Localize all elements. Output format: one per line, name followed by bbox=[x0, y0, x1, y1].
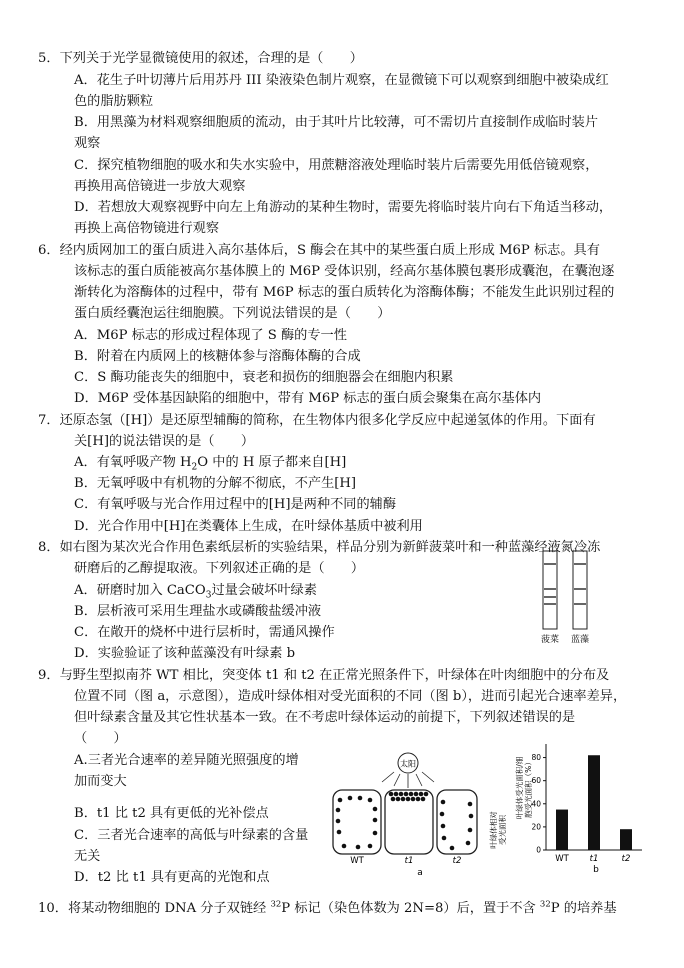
q8-option-a: A．研磨时加入 CaCO$_3$过量会破坏叶绿素 bbox=[74, 583, 317, 601]
q7-stem-line2: 关[H]的说法错误的是（ ） bbox=[74, 434, 255, 449]
q7-option-d: D．光合作用中[H]在类囊体上生成，在叶绿体基质中被利用 bbox=[74, 519, 423, 534]
category-label: WT bbox=[555, 854, 569, 864]
chart-bars bbox=[556, 755, 632, 850]
q5-option-b-cont: 观察 bbox=[74, 136, 101, 151]
category-label: t1 bbox=[589, 854, 599, 864]
q6-option-a: A．M6P 标志的形成过程体现了 S 酶的专一性 bbox=[74, 328, 347, 343]
bar-t1 bbox=[588, 755, 600, 850]
q9-option-a: A.三者光合速率的差异随光照强度的增 bbox=[74, 753, 299, 768]
figure-b-chart bbox=[486, 738, 646, 878]
sun-label: 太阳 bbox=[400, 759, 416, 769]
q8-stem-line1: 8．如右图为某次光合作用色素纸层析的实验结果，样品分别为新鲜菠菜叶和一种蓝藻经液氮冷冻 bbox=[38, 540, 601, 555]
q9-stem-line2: 位置不同（图 a，示意图），造成叶绿体相对受光面积的不同（图 b），进而引起光合速率差异， bbox=[74, 689, 627, 704]
spinach-strip bbox=[543, 551, 557, 629]
cyanobacteria-strip bbox=[573, 551, 587, 629]
y-tick-label: 80 bbox=[531, 753, 541, 763]
cell-label-t2: t2 bbox=[452, 856, 462, 866]
chart-category-labels bbox=[555, 854, 630, 864]
q6-stem-line3: 渐转化为溶酶体的过程中，带有 M6P 标志的蛋白质转化为溶酶体酶；不能发生此识别过程的 bbox=[74, 285, 615, 300]
chromatography-figure bbox=[536, 548, 602, 646]
q5-option-d-cont: 再换上高倍物镜进行观察 bbox=[74, 221, 220, 236]
q9-option-b: B．t1 比 t2 具有更低的光补偿点 bbox=[74, 806, 269, 821]
q5-option-c-cont: 再换用高倍镜进一步放大观察 bbox=[74, 179, 246, 194]
q6-stem-line4: 蛋白质经囊泡运往细胞膜。下列说法错误的是（ ） bbox=[74, 306, 391, 321]
q5-option-c: C．探究植物细胞的吸水和失水实验中，用蔗糖溶液处理临时装片后需要先用低倍镜观察， bbox=[74, 158, 599, 173]
q6-option-b: B．附着在内质网上的核糖体参与溶酶体酶的合成 bbox=[74, 349, 361, 364]
q8-option-b: B．层析液可采用生理盐水或磷酸盐缓冲液 bbox=[74, 604, 322, 619]
q6-option-c: C．S 酶功能丧失的细胞中，衰老和损伤的细胞器会在细胞内积累 bbox=[74, 370, 454, 385]
chart-ticks bbox=[531, 753, 546, 854]
q5-option-a-cont: 色的脂肪颗粒 bbox=[74, 94, 154, 109]
ylabel-line4: 受光面积 bbox=[498, 815, 507, 845]
q8-option-d: D．实验验证了该种蓝藻没有叶绿素 b bbox=[74, 646, 296, 661]
ylabel-line1: 叶绿体受光面积/细 bbox=[515, 756, 524, 820]
q10-stem-line1: 10．将某动物细胞的 DNA 分子双链经 $^{32}$P 标记（染色体数为 2N=8）后，置于不含 $^{32}$P 的培养基 bbox=[38, 899, 617, 916]
wt-chloroplasts bbox=[336, 796, 378, 850]
q5-stem: 5．下列关于光学显微镜使用的叙述，合理的是（ ） bbox=[38, 51, 363, 66]
ylabel-line3: 叶绿体相对 bbox=[489, 811, 498, 849]
q5-option-a: A．花生子叶切薄片后用苏丹 III 染液染色制片观察，在显微镜下可以观察到细胞中被染成红 bbox=[74, 73, 609, 88]
strip-label-cyanobacteria: 蓝藻 bbox=[570, 635, 590, 645]
strip-label-spinach: 菠菜 bbox=[540, 635, 560, 645]
t1-chloroplasts bbox=[389, 792, 429, 802]
category-label: t2 bbox=[621, 854, 631, 864]
y-tick-label: 40 bbox=[531, 799, 541, 809]
q6-option-d: D．M6P 受体基因缺陷的细胞中，带有 M6P 标志的蛋白质会聚集在高尔基体内 bbox=[74, 391, 542, 406]
q7-option-b: B．无氧呼吸中有机物的分解不彻底，不产生[H] bbox=[74, 476, 357, 491]
ylabel-line2: 胞受光面积（%） bbox=[524, 758, 533, 818]
q9-option-d: D．t2 比 t1 具有更高的光饱和点 bbox=[74, 870, 270, 885]
y-tick-label: 20 bbox=[531, 822, 541, 832]
q9-stem-line4: （ ） bbox=[74, 731, 127, 746]
y-tick-label: 60 bbox=[531, 776, 541, 786]
q8-stem-line2: 研磨后的乙醇提取液。下列叙述正确的是（ ） bbox=[74, 561, 365, 576]
q7-option-a: A．有氧呼吸产物 $H_2O$ 中的 H 原子都来自[H] bbox=[74, 455, 347, 473]
q7-stem-line1: 7．还原态氢（[H]）是还原型辅酶的简称，在生物体内很多化学反应中起递氢体的作用。下面有 bbox=[38, 413, 596, 428]
cell-t2 bbox=[437, 790, 477, 854]
q9-stem-line3: 但叶绿素含量及其它性状基本一致。在不考虑叶绿体运动的前提下，下列叙述错误的是 bbox=[74, 710, 576, 725]
q8-option-c: C．在敞开的烧杯中进行层析时，需通风操作 bbox=[74, 625, 335, 640]
bar-wt bbox=[556, 810, 568, 850]
cell-label-t1: t1 bbox=[404, 856, 414, 866]
figure-a-cells bbox=[330, 750, 480, 878]
q9-stem-line1: 9．与野生型拟南芥 WT 相比，突变体 t1 和 t2 在正常光照条件下，叶绿体在叶肉细胞中的分布及 bbox=[38, 668, 610, 683]
figure-a-caption: a bbox=[417, 868, 423, 878]
figure-b-caption: b bbox=[593, 865, 599, 875]
t2-chloroplasts bbox=[440, 800, 474, 851]
q9-option-c-cont: 无关 bbox=[74, 849, 101, 864]
q9-option-c: C．三者光合速率的高低与叶绿素的含量 bbox=[74, 828, 309, 843]
q9-option-a-cont: 加而变大 bbox=[74, 774, 127, 789]
bar-t2 bbox=[620, 829, 632, 850]
q6-stem-line2: 该标志的蛋白质能被高尔基体膜上的 M6P 受体识别，经高尔基体膜包裹形成囊泡，在囊泡逐 bbox=[74, 264, 615, 279]
q5-option-d: D．若想放大观察视野中向左上角游动的某种生物时，需要先将临时装片向右下角适当移动， bbox=[74, 200, 613, 215]
q7-option-c: C．有氧呼吸与光合作用过程中的[H]是两种不同的辅酶 bbox=[74, 497, 397, 512]
q5-option-b: B．用黑藻为材料观察细胞质的流动，由于其叶片比较薄，可不需切片直接制作成临时装片 bbox=[74, 115, 598, 130]
cell-label-wt: WT bbox=[350, 856, 364, 866]
y-tick-label: 0 bbox=[536, 845, 541, 855]
q6-stem-line1: 6．经内质网加工的蛋白质进入高尔基体后，S 酶会在其中的某些蛋白质上形成 M6P 标志。具有 bbox=[38, 243, 600, 258]
sun-icon bbox=[382, 753, 434, 788]
